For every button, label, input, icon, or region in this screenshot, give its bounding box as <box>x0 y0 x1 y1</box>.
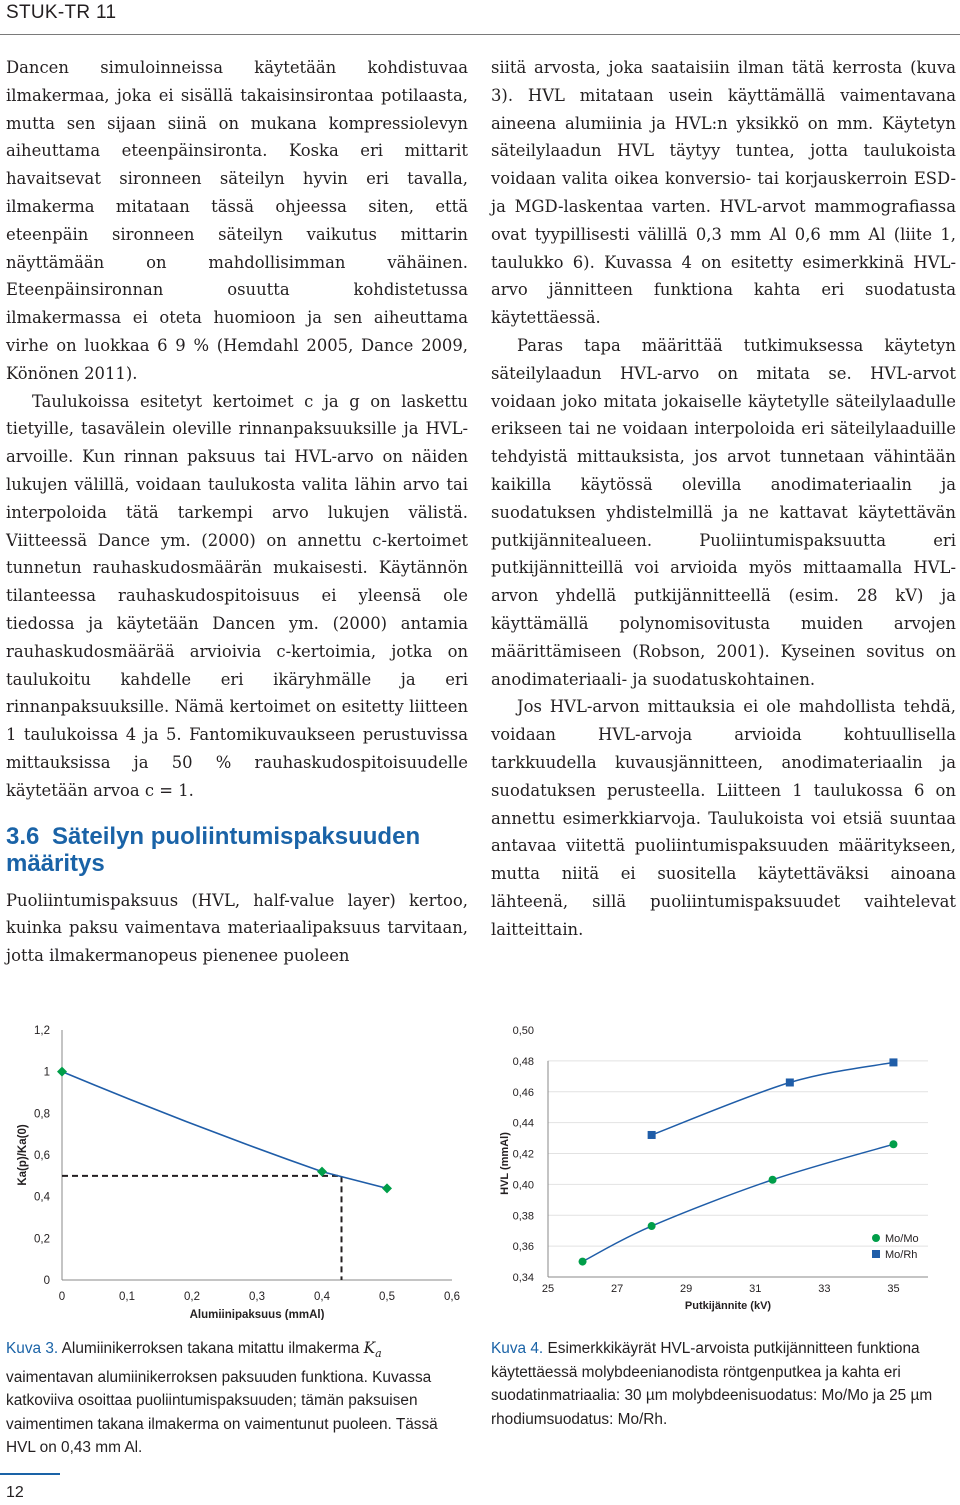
legend-label-mo-mo: Mo/Mo <box>885 1233 919 1245</box>
right-paragraph-1: siitä arvosta, joka saataisiin ilman tätä kerrosta (kuva 3). HVL mitataan usein käyttämällä vaimentavana aineena alumiinia ja HVL:n yksikkö on mm. Käytetyn säteilylaadun HVL täytyy tuntea, jotta taulukoista voidaan valita oikea konversio- tai korjauskerroin ESD- ja MGD-laskentaa varten. HVL-arvot mammografiassa ovat tyypillisesti välillä 0,3 mm Al 0,6 mm Al (liite 1, taulukko 6). Kuvassa 4 on esitetty esimerkkinä HVL-arvo jännitteen funktiona kahta eri suodatusta käytettäessä. <box>491 58 956 328</box>
y-tick-label: 0,36 <box>512 1241 534 1254</box>
x-tick-label: 0,4 <box>314 1291 330 1303</box>
y-tick-label: 0,8 <box>34 1108 50 1121</box>
figure-4-caption <box>491 1337 941 1431</box>
right-column <box>491 54 956 944</box>
section-number: 3.6 <box>6 822 40 850</box>
section-title: Säteilyn puoliintumispaksuuden määritys <box>6 822 421 877</box>
data-point-mo-mo <box>579 1258 587 1266</box>
x-axis-title: Alumiinipaksuus (mmAl) <box>189 1309 325 1320</box>
figure-3-caption <box>6 1337 468 1460</box>
data-point-mo-rh <box>648 1131 656 1139</box>
y-tick-label: 0 <box>43 1275 50 1287</box>
figure-3-caption-text-b: vaimentavan alumiinikerroksen paksuuden funktiona. Kuvassa katkoviiva osoittaa puoliintumispaksuuden; tämän paksuisen vaimentimen takana ilmakerma on vaimentunut puoleen. Tässä HVL on 0,43 mm Al. <box>6 1368 438 1457</box>
legend-marker-mo-mo <box>872 1234 880 1242</box>
y-axis-title: Ka(p)/Ka(0) <box>17 1124 29 1186</box>
hvl-dashed-line <box>62 1176 342 1280</box>
x-tick-label: 35 <box>887 1283 900 1295</box>
y-tick-label: 0,34 <box>512 1272 534 1284</box>
figure-4-chart <box>488 1010 960 1320</box>
data-point <box>57 1067 67 1077</box>
y-tick-label: 0,6 <box>34 1150 50 1162</box>
data-point-mo-rh <box>889 1058 897 1066</box>
y-tick-label: 0,40 <box>512 1179 534 1192</box>
data-point-mo-rh <box>786 1078 794 1086</box>
footer-rule <box>0 1473 60 1475</box>
series-line-mo-rh <box>652 1062 894 1135</box>
legend-marker-mo-rh <box>872 1250 880 1258</box>
y-axis-title: HVL (mmAl) <box>499 1132 511 1195</box>
y-tick-label: 0,46 <box>512 1086 534 1099</box>
y-tick-label: 0,42 <box>512 1148 534 1161</box>
x-tick-label: 0,6 <box>444 1291 460 1303</box>
figure-3-chart <box>0 1010 475 1320</box>
x-tick-label: 0,5 <box>379 1291 395 1303</box>
x-tick-label: 27 <box>610 1283 624 1295</box>
header-rule <box>0 34 960 35</box>
left-paragraph-3: Puoliintumispaksuus (HVL, half-value layer) kertoo, kuinka paksu vaimentava materiaalipaksuus tarvitaan, jotta ilmakermanopeus pienenee puoleen <box>6 890 468 966</box>
x-tick-label: 25 <box>541 1283 555 1295</box>
x-tick-label: 33 <box>818 1283 831 1295</box>
right-paragraph-3: Jos HVL-arvon mittauksia ei ole mahdollista tehdä, voidaan HVL-arvoja arvioida kohtuullisella tarkkuudella kuvausjännitteen, anodimateriaalin ja suodatuksen perusteella. Liitteen 1 taulukossa 6 on annettu esimerkkiarvoja. Taulukoista voi etsiä suuntaa antavaa viitettä puoliintumispaksuuden määritykseen, mutta niitä ei suositella käytettäväksi ainoana lähteenä, sillä puoliintumispaksuudet vaihtelevat laitteittain. <box>491 697 956 939</box>
attenuation-curve <box>62 1072 387 1189</box>
y-tick-label: 0,44 <box>512 1117 534 1130</box>
y-tick-label: 0,4 <box>34 1191 50 1204</box>
right-paragraph-2: Paras tapa määrittää tutkimuksessa käytetyn säteilylaadun HVL-arvo on mitata se. HVL-arvot voidaan joko mitata jokaiselle käytetylle säteilylaadulle erikseen tai ne voidaan interpoloida eri säteilylaaduille tehdyistä mittauksista, jos arvot tunnetaan vähintään kaikilla käytössä olevilla anodimateriaalin ja suodatuksen yhdistelmillä ja ne kattavat käytettävän putkijännitealueen. Puoliintumispaksuutta eri putkijännitteillä voi arvioida myös mittaamalla HVL-arvon yhdellä putkijännitteellä (esim. 28 kV) ja käyttämällä polynomisovitusta muiden arvojen määrittämiseen (Robson, 2001). Kyseinen sovitus on anodimateriaali- ja suodatuskohtainen. <box>491 335 956 689</box>
figure-3-label: Kuva 3. <box>6 1340 59 1357</box>
x-tick-label: 0,1 <box>119 1291 135 1303</box>
figure-3-caption-text-a: Alumiinikerroksen takana mitattu ilmakerma <box>61 1340 360 1357</box>
left-paragraph-2: Taulukoissa esitetyt kertoimet c ja g on laskettu tietyille, tasavälein oleville rinnanpaksuuksille ja HVL-arvoille. Kun rinnan paksuus tai HVL-arvo on näiden lukujen välillä, voidaan taulukosta valita lähin arvo tai interpoloida tätä tarkempi arvo lukujen välistä. Viitteessä Dance ym. (2000) on annettu c-kertoimet tunnetun rauhaskudosmäärän mukaisesti. Käytännön tilanteessa rauhaskudospitoisuus ei yleensä ole tiedossa ja käytetään Dancen ym. (2000) antamia rauhaskudosmäärää arvioivia c-kertoimia, jotka on taulukoitu kahdelle eri ikäryhmälle ja eri rinnanpaksuuksille. Nämä kertoimet on esitetty liitteen 1 taulukoissa 4 ja 5. Fantomikuvaukseen perustuvissa mittauksissa ja 50 % rauhaskudospitoisuudelle käytetään arvoa c = 1. <box>6 391 468 800</box>
y-tick-label: 0,50 <box>512 1025 534 1037</box>
data-point-mo-mo <box>769 1176 777 1184</box>
running-header: STUK-TR 11 <box>6 2 117 23</box>
x-axis-title: Putkijännite (kV) <box>684 1300 772 1312</box>
left-column <box>6 54 468 970</box>
figure-4-label: Kuva 4. <box>491 1340 544 1357</box>
y-tick-label: 1,2 <box>34 1025 50 1037</box>
y-tick-label: 0,38 <box>512 1210 534 1223</box>
data-point-mo-mo <box>889 1140 897 1148</box>
x-tick-label: 0,2 <box>184 1291 200 1303</box>
section-heading <box>6 823 468 877</box>
x-tick-label: 0 <box>58 1291 66 1303</box>
page-header <box>0 0 960 28</box>
legend-label-mo-rh: Mo/Rh <box>885 1249 918 1261</box>
figure-4-caption-text: Esimerkkikäyrät HVL-arvoista putkijännitteen funktiona käytettäessä molybdeenianodista röntgenputkea ja kahta eri suodatinmatriaalia: 30 µm molybdeenisuodatus: Mo/Mo ja 25 µm rhodiumsuodatus: Mo/Rh. <box>491 1340 933 1428</box>
y-tick-label: 0,48 <box>512 1055 534 1068</box>
y-tick-label: 1 <box>43 1066 50 1079</box>
series-line-mo-mo <box>583 1144 894 1261</box>
page-number: 12 <box>6 1484 24 1501</box>
figure-3-caption-symbol: $K_a$ <box>363 1339 382 1361</box>
data-point <box>382 1183 392 1193</box>
x-tick-label: 0,3 <box>249 1291 265 1303</box>
x-tick-label: 31 <box>749 1283 762 1295</box>
left-paragraph-1: Dancen simuloinneissa käytetään kohdistuvaa ilmakermaa, joka ei sisällä takaisinsirontaa potilaasta, mutta sen sijaan siinä on mukana kompressiolevyn aiheuttama eteenpäinsironta. Koska eri mittarit havaitsevat sironneen säteilyn hyvin eri tavalla, ilmakerma mitataan tässä ohjeessa siten, että eteenpäin sironneen säteilyn vaikutus mittarin näyttämään on mahdollisimman vähäinen. Eteenpäinsironnan osuutta kohdistetussa ilmakermassa ei oteta huomioon ja sen aiheuttama virhe on luokkaa 6 9 % (Hemdahl 2005, Dance 2009, Könönen 2011). <box>6 58 468 383</box>
data-point-mo-mo <box>648 1222 656 1230</box>
y-tick-label: 0,2 <box>34 1233 50 1246</box>
x-tick-label: 29 <box>680 1283 693 1295</box>
